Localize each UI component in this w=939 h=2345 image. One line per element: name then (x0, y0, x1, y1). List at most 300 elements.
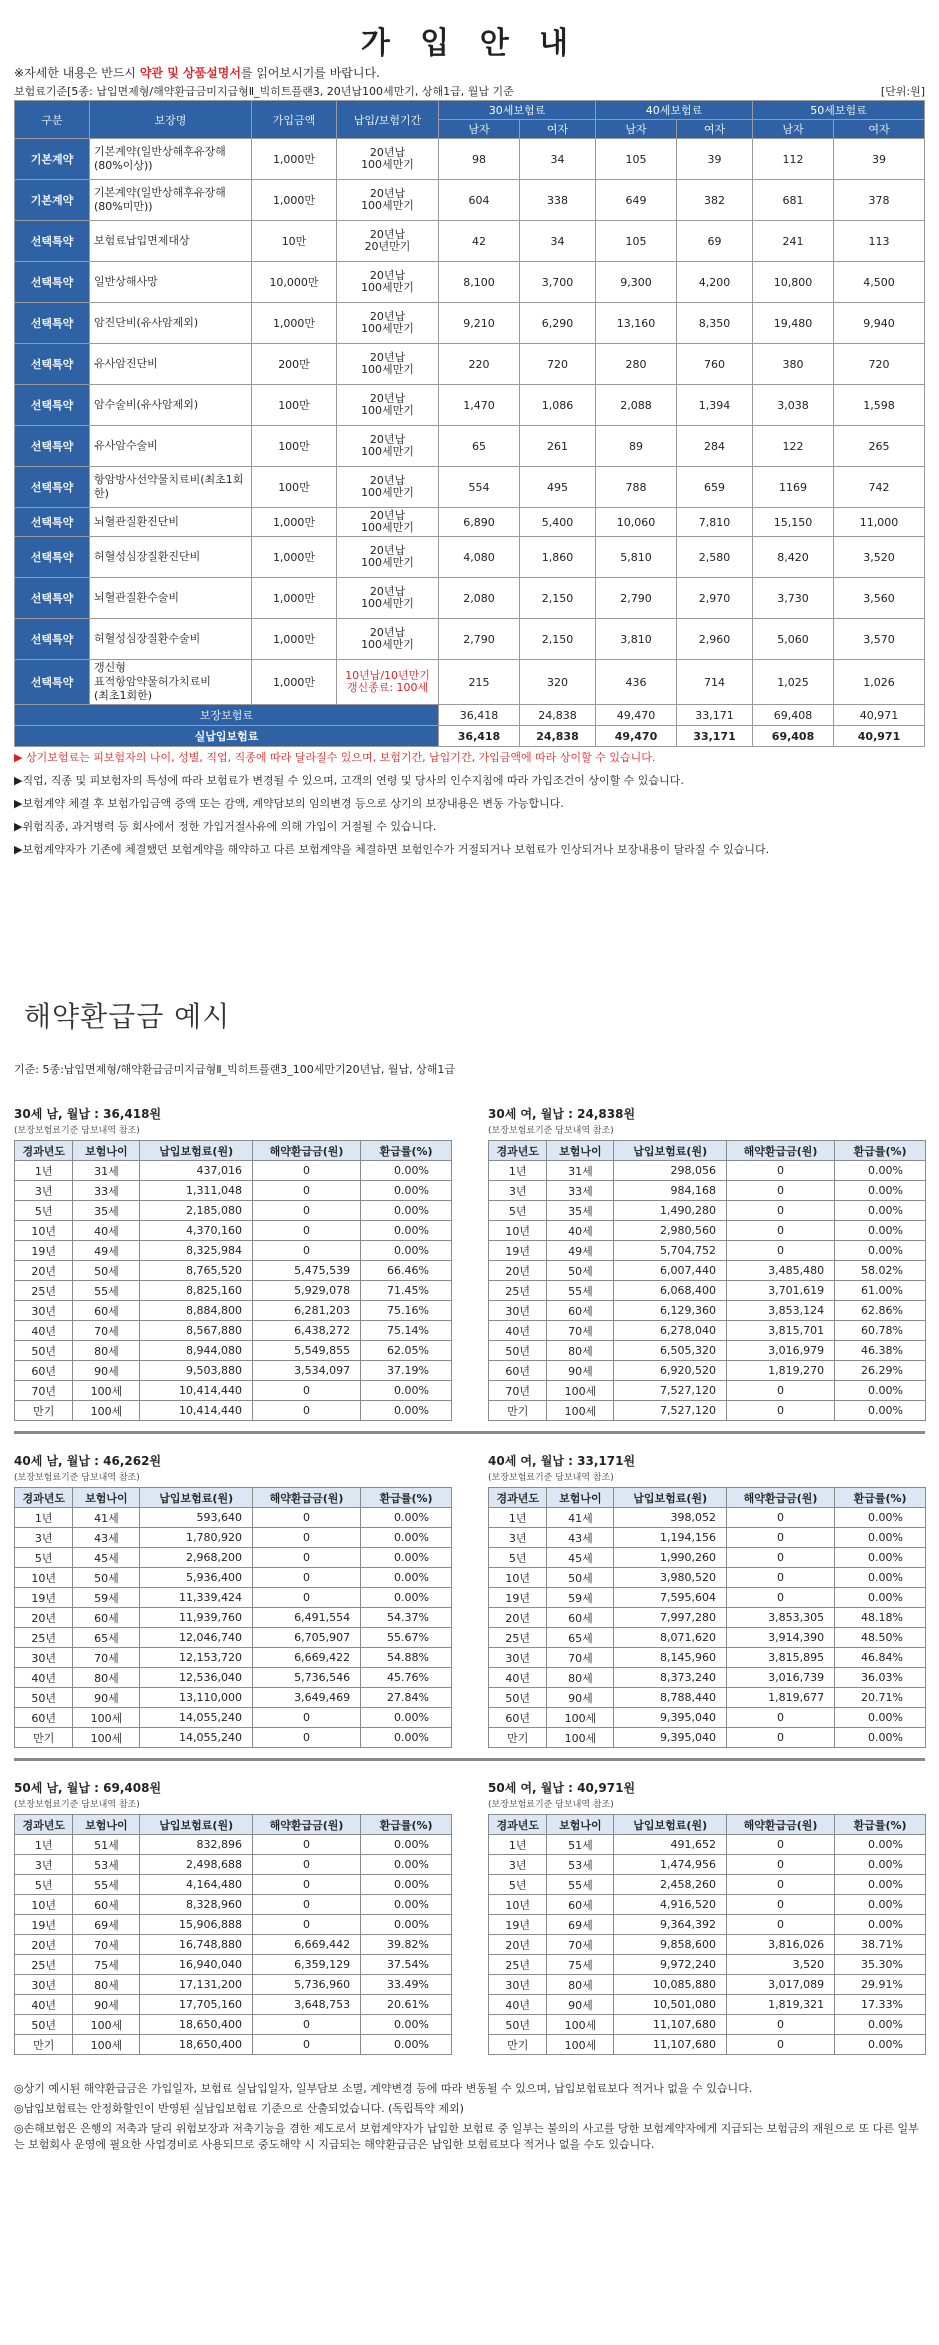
refund-age: 60세 (547, 1608, 614, 1628)
refund-year: 60년 (489, 1708, 547, 1728)
refund-rate: 0.00% (835, 1708, 926, 1728)
refund-table-row (489, 1241, 926, 1261)
refund-table-row (15, 1361, 452, 1381)
refund-column-header: 환급률(%) (835, 1815, 926, 1835)
refund-paid: 437,016 (140, 1161, 252, 1181)
refund-paid: 4,370,160 (140, 1221, 252, 1241)
refund-rate: 45.76% (361, 1668, 452, 1688)
refund-rate: 0.00% (361, 1568, 452, 1588)
term-cell: 20년납 100세만기 (337, 303, 439, 344)
refund-year: 만기 (15, 1401, 73, 1421)
refund-year: 25년 (489, 1955, 547, 1975)
premium-cell: 2,580 (677, 537, 753, 578)
refund-paid: 12,153,720 (140, 1648, 252, 1668)
refund-table-row (489, 1281, 926, 1301)
refund-paid: 8,328,960 (140, 1895, 252, 1915)
premium-row (15, 180, 925, 221)
coverage-name: 기본계약(일반상해후유장해(80%미만)) (90, 180, 252, 221)
refund-table (488, 1140, 926, 1421)
refund-year: 만기 (489, 2035, 547, 2055)
refund-amount: 0 (252, 1548, 360, 1568)
amount-cell: 1,000만 (252, 508, 337, 537)
refund-column-header: 환급률(%) (361, 1141, 452, 1161)
refund-rate: 62.05% (361, 1341, 452, 1361)
premium-cell: 1,860 (520, 537, 596, 578)
refund-amount: 0 (252, 1401, 360, 1421)
refund-table-row (15, 1201, 452, 1221)
coverage-name: 유사암진단비 (90, 344, 252, 385)
refund-rate: 37.54% (361, 1955, 452, 1975)
refund-column-header: 경과년도 (15, 1488, 73, 1508)
refund-table-row (15, 1588, 452, 1608)
refund-paid: 12,536,040 (140, 1668, 252, 1688)
coverage-name: 암진단비(유사암제외) (90, 303, 252, 344)
premium-cell: 4,080 (439, 537, 520, 578)
refund-age: 100세 (73, 1728, 140, 1748)
refund-table-row (489, 1588, 926, 1608)
premium-cell: 380 (753, 344, 834, 385)
refund-year: 40년 (15, 1321, 73, 1341)
refund-column-header: 해약환급금(원) (252, 1141, 360, 1161)
refund-block (14, 1105, 452, 1421)
refund-age: 55세 (73, 1281, 140, 1301)
refund-column-header: 납입보험료(원) (140, 1815, 252, 1835)
refund-year: 19년 (489, 1915, 547, 1935)
refund-age: 60세 (73, 1608, 140, 1628)
refund-amount: 5,549,855 (252, 1341, 360, 1361)
refund-paid: 16,748,880 (140, 1935, 252, 1955)
refund-amount: 6,669,422 (252, 1648, 360, 1668)
refund-amount: 3,520 (726, 1955, 834, 1975)
refund-amount: 0 (252, 1201, 360, 1221)
premium-cell: 554 (439, 467, 520, 508)
refund-rate: 0.00% (835, 2035, 926, 2055)
premium-cell: 34 (520, 139, 596, 180)
refund-age: 70세 (547, 1321, 614, 1341)
refund-age: 40세 (73, 1221, 140, 1241)
premium-cell: 1,025 (753, 660, 834, 705)
refund-amount: 0 (726, 1915, 834, 1935)
refund-block-note: (보장보험료기준 담보내역 참조) (14, 1800, 140, 1810)
premium-cell: 436 (596, 660, 677, 705)
refund-year: 30년 (15, 1975, 73, 1995)
refund-age: 60세 (547, 1301, 614, 1321)
refund-rate: 0.00% (361, 1588, 452, 1608)
refund-rate: 48.50% (835, 1628, 926, 1648)
refund-year: 3년 (15, 1181, 73, 1201)
premium-cell: 378 (834, 180, 925, 221)
refund-year: 1년 (15, 1161, 73, 1181)
premium-cell: 2,790 (596, 578, 677, 619)
refund-block (488, 1779, 926, 2055)
refund-rate: 0.00% (361, 2015, 452, 2035)
coverage-name: 허혈성심장질환진단비 (90, 537, 252, 578)
amount-cell: 1,000만 (252, 139, 337, 180)
refund-paid: 16,940,040 (140, 1955, 252, 1975)
refund-table (488, 1814, 926, 2055)
refund-table-row (489, 1381, 926, 1401)
note-line: ▶위험직종, 과거병력 등 회사에서 정한 가입거절사유에 의해 가입이 거절될 수 있습니다. (14, 820, 437, 833)
refund-rate: 0.00% (835, 1381, 926, 1401)
refund-block-title: 40세 남, 월납 : 46,262원 (14, 1454, 162, 1468)
refund-year: 70년 (15, 1381, 73, 1401)
refund-rate: 27.84% (361, 1688, 452, 1708)
refund-column-header: 납입보험료(원) (140, 1141, 252, 1161)
refund-rate: 0.00% (835, 1588, 926, 1608)
coverage-name: 기본계약(일반상해후유장해(80%이상)) (90, 139, 252, 180)
refund-paid: 1,474,956 (614, 1855, 726, 1875)
refund-table-body (489, 1161, 926, 1421)
category-cell: 선택특약 (15, 385, 90, 426)
refund-year: 1년 (15, 1835, 73, 1855)
refund-age: 90세 (547, 1688, 614, 1708)
refund-table-row (489, 2035, 926, 2055)
premium-basis: 보험료기준[5종: 납입면제형/해약환급금미지급형Ⅱ_빅히트플랜3, 20년납100세만기, 상해1급, 월납 기준 (14, 85, 514, 98)
refund-rate: 46.84% (835, 1648, 926, 1668)
refund-amount: 0 (252, 1708, 360, 1728)
refund-rate: 0.00% (835, 1875, 926, 1895)
premium-row (15, 467, 925, 508)
coverage-name: 허혈성심장질환수술비 (90, 619, 252, 660)
refund-age: 75세 (73, 1955, 140, 1975)
refund-age: 69세 (73, 1915, 140, 1935)
refund-paid: 298,056 (614, 1161, 726, 1181)
refund-year: 20년 (489, 1935, 547, 1955)
refund-paid: 8,765,520 (140, 1261, 252, 1281)
refund-age: 35세 (73, 1201, 140, 1221)
refund-age: 59세 (73, 1588, 140, 1608)
refund-rate: 0.00% (361, 1221, 452, 1241)
page-title: 가 입 안 내 (360, 26, 579, 61)
refund-rate: 0.00% (835, 1568, 926, 1588)
premium-cell: 98 (439, 139, 520, 180)
refund-amount: 0 (252, 1528, 360, 1548)
refund-amount: 0 (726, 1221, 834, 1241)
refund-table-row (15, 1688, 452, 1708)
refund-amount: 0 (726, 1728, 834, 1748)
refund-column-header: 보험나이 (73, 1488, 140, 1508)
refund-block-title: 50세 여, 월납 : 40,971원 (488, 1781, 636, 1795)
refund-paid: 6,505,320 (614, 1341, 726, 1361)
refund-year: 10년 (15, 1221, 73, 1241)
refund-amount: 6,491,554 (252, 1608, 360, 1628)
premium-cell: 8,100 (439, 262, 520, 303)
refund-paid: 10,501,080 (614, 1995, 726, 2015)
premium-cell: 34 (520, 221, 596, 262)
coverage-name: 항암방사선약물치료비(최초1회한) (90, 467, 252, 508)
refund-table-row (15, 1261, 452, 1281)
refund-table-head (15, 1141, 452, 1161)
refund-column-header: 경과년도 (15, 1815, 73, 1835)
refund-rate: 29.91% (835, 1975, 926, 1995)
refund-amount: 3,816,026 (726, 1935, 834, 1955)
refund-rate: 0.00% (835, 1915, 926, 1935)
premium-cell: 659 (677, 467, 753, 508)
header-male: 남자 (596, 120, 677, 139)
refund-paid: 2,185,080 (140, 1201, 252, 1221)
refund-column-header: 환급률(%) (361, 1815, 452, 1835)
refund-table-row (489, 1401, 926, 1421)
refund-paid: 2,498,688 (140, 1855, 252, 1875)
refund-paid: 8,944,080 (140, 1341, 252, 1361)
refund-amount: 0 (252, 1875, 360, 1895)
premium-cell: 122 (753, 426, 834, 467)
refund-rate: 0.00% (361, 1528, 452, 1548)
term-cell: 20년납 100세만기 (337, 426, 439, 467)
refund-paid: 11,939,760 (140, 1608, 252, 1628)
notes (14, 749, 925, 857)
refund-table-row (15, 1568, 452, 1588)
premium-cell: 39 (834, 139, 925, 180)
coverage-name: 유사암수술비 (90, 426, 252, 467)
refund-amount: 0 (252, 1568, 360, 1588)
refund-block-title: 30세 여, 월납 : 24,838원 (488, 1107, 636, 1121)
refund-year: 3년 (489, 1528, 547, 1548)
refund-rate: 0.00% (361, 1201, 452, 1221)
refund-paid: 984,168 (614, 1181, 726, 1201)
category-cell: 선택특약 (15, 619, 90, 660)
refund-amount: 0 (252, 1915, 360, 1935)
refund-rate: 0.00% (835, 1835, 926, 1855)
sum-cell: 36,418 (439, 705, 520, 726)
refund-year: 60년 (15, 1708, 73, 1728)
paid-cell: 36,418 (439, 726, 520, 747)
refund-paid: 5,704,752 (614, 1241, 726, 1261)
refund-age: 33세 (73, 1181, 140, 1201)
refund-age: 35세 (547, 1201, 614, 1221)
premium-cell: 265 (834, 426, 925, 467)
header-age50: 50세보험료 (753, 101, 925, 120)
premium-cell: 2,150 (520, 578, 596, 619)
refund-age: 100세 (547, 2035, 614, 2055)
refund-paid: 2,458,260 (614, 1875, 726, 1895)
refund-table-row (489, 1321, 926, 1341)
refund-age: 43세 (547, 1528, 614, 1548)
premium-cell: 604 (439, 180, 520, 221)
refund-age: 51세 (73, 1835, 140, 1855)
refund-table-row (489, 1161, 926, 1181)
refund-amount: 0 (726, 1161, 834, 1181)
refund-rate: 26.29% (835, 1361, 926, 1381)
term-cell: 20년납 20년만기 (337, 221, 439, 262)
refund-amount: 0 (252, 1161, 360, 1181)
premium-cell: 382 (677, 180, 753, 221)
sum-row (15, 705, 925, 726)
refund-table-row (15, 1341, 452, 1361)
refund-table-row (489, 1548, 926, 1568)
refund-amount: 0 (252, 1181, 360, 1201)
term-cell: 20년납 100세만기 (337, 262, 439, 303)
refund-table-row (15, 1648, 452, 1668)
refund-amount: 0 (252, 1508, 360, 1528)
premium-cell: 1,470 (439, 385, 520, 426)
refund-table-row (15, 1508, 452, 1528)
refund-paid: 10,414,440 (140, 1401, 252, 1421)
refund-age: 45세 (547, 1548, 614, 1568)
premium-cell: 8,350 (677, 303, 753, 344)
refund-rate: 0.00% (835, 1181, 926, 1201)
refund-column-header: 환급률(%) (835, 1488, 926, 1508)
category-cell: 선택특약 (15, 262, 90, 303)
refund-year: 1년 (489, 1835, 547, 1855)
header-male: 남자 (439, 120, 520, 139)
premium-cell: 6,290 (520, 303, 596, 344)
paid-label: 실납입보험료 (15, 726, 439, 747)
refund-paid: 9,364,392 (614, 1915, 726, 1935)
premium-cell: 105 (596, 139, 677, 180)
refund-year: 50년 (489, 2015, 547, 2035)
refund-column-header: 납입보험료(원) (614, 1815, 726, 1835)
refund-year: 만기 (489, 1728, 547, 1748)
refund-rate: 71.45% (361, 1281, 452, 1301)
refund-age: 100세 (547, 1708, 614, 1728)
refund-block (14, 1452, 452, 1748)
premium-cell: 69 (677, 221, 753, 262)
premium-cell: 2,960 (677, 619, 753, 660)
premium-cell: 338 (520, 180, 596, 221)
refund-table-head (489, 1488, 926, 1508)
refund-paid: 8,788,440 (614, 1688, 726, 1708)
refund-table (488, 1487, 926, 1748)
refund-table-row (489, 1688, 926, 1708)
premium-cell: 1,026 (834, 660, 925, 705)
refund-table-row (15, 1855, 452, 1875)
refund-paid: 11,107,680 (614, 2035, 726, 2055)
refund-amount: 6,438,272 (252, 1321, 360, 1341)
refund-table-body (15, 1835, 452, 2055)
premium-cell: 113 (834, 221, 925, 262)
header-coverage: 보장명 (90, 101, 252, 139)
refund-age: 80세 (73, 1975, 140, 1995)
refund-year: 30년 (489, 1975, 547, 1995)
refund-amount: 3,853,124 (726, 1301, 834, 1321)
note-line: ▶보험계약 체결 후 보험가입금액 증액 또는 감액, 계약담보의 임의변경 등으로 상기의 보장내용은 변동 가능합니다. (14, 797, 564, 810)
refund-block-note: (보장보험료기준 담보내역 참조) (488, 1126, 614, 1136)
refund-year: 10년 (15, 1895, 73, 1915)
refund-amount: 0 (252, 1241, 360, 1261)
refund-year: 20년 (489, 1261, 547, 1281)
refund-age: 70세 (73, 1648, 140, 1668)
premium-row (15, 619, 925, 660)
refund-rate: 61.00% (835, 1281, 926, 1301)
premium-cell: 2,970 (677, 578, 753, 619)
refund-age: 45세 (73, 1548, 140, 1568)
refund-paid: 9,395,040 (614, 1728, 726, 1748)
refund-paid: 8,884,800 (140, 1301, 252, 1321)
refund-rate: 0.00% (361, 1401, 452, 1421)
refund-paid: 9,858,600 (614, 1935, 726, 1955)
refund-table-row (489, 1528, 926, 1548)
refund-table (14, 1140, 452, 1421)
refund-amount: 0 (252, 1855, 360, 1875)
refund-table-row (489, 1668, 926, 1688)
refund-block (488, 1105, 926, 1421)
refund-table-row (15, 1281, 452, 1301)
amount-cell: 100만 (252, 467, 337, 508)
premium-cell: 261 (520, 426, 596, 467)
refund-paid: 14,055,240 (140, 1708, 252, 1728)
refund-table-row (15, 1548, 452, 1568)
paid-cell: 49,470 (596, 726, 677, 747)
premium-cell: 681 (753, 180, 834, 221)
refund-age: 60세 (73, 1895, 140, 1915)
refund-year: 5년 (15, 1875, 73, 1895)
refund-amount: 3,815,895 (726, 1648, 834, 1668)
refund-year: 20년 (15, 1261, 73, 1281)
refund-amount: 6,705,907 (252, 1628, 360, 1648)
refund-amount: 5,475,539 (252, 1261, 360, 1281)
refund-amount: 0 (252, 1728, 360, 1748)
refund-paid: 10,085,880 (614, 1975, 726, 1995)
refund-row-group (14, 1779, 925, 2055)
premium-cell: 720 (834, 344, 925, 385)
refund-paid: 1,311,048 (140, 1181, 252, 1201)
refund-year: 20년 (15, 1608, 73, 1628)
premium-cell: 9,300 (596, 262, 677, 303)
premium-row (15, 426, 925, 467)
refund-age: 100세 (547, 2015, 614, 2035)
refund-table-row (15, 1995, 452, 2015)
refund-paid: 7,527,120 (614, 1381, 726, 1401)
refund-rate: 48.18% (835, 1608, 926, 1628)
section-divider (14, 1431, 925, 1434)
refund-year: 60년 (15, 1361, 73, 1381)
refund-tables (14, 1105, 925, 2055)
refund-header-row (15, 1815, 452, 1835)
refund-rate: 35.30% (835, 1955, 926, 1975)
refund-table-row (489, 1181, 926, 1201)
refund-amount: 0 (726, 1708, 834, 1728)
refund-amount: 0 (726, 2015, 834, 2035)
header-category: 구분 (15, 101, 90, 139)
coverage-name: 보험료납입면제대상 (90, 221, 252, 262)
refund-column-header: 보험나이 (547, 1488, 614, 1508)
refund-age: 70세 (73, 1321, 140, 1341)
refund-paid: 8,373,240 (614, 1668, 726, 1688)
premium-cell: 2,790 (439, 619, 520, 660)
premium-cell: 215 (439, 660, 520, 705)
refund-paid: 10,414,440 (140, 1381, 252, 1401)
footer-note: ◎상기 예시된 해약환급금은 가입일자, 보험료 실납입일자, 일부담보 소멸, 계약변경 등에 따라 변동될 수 있으며, 납입보험료보다 적거나 없을 수 있습니다. (14, 2082, 753, 2095)
refund-table-row (15, 1528, 452, 1548)
refund-paid: 398,052 (614, 1508, 726, 1528)
refund-amount: 3,815,701 (726, 1321, 834, 1341)
refund-year: 1년 (15, 1508, 73, 1528)
refund-table-row (489, 1508, 926, 1528)
refund-paid: 8,145,960 (614, 1648, 726, 1668)
refund-rate: 20.71% (835, 1688, 926, 1708)
refund-table-row (15, 1835, 452, 1855)
amount-cell: 1,000만 (252, 619, 337, 660)
refund-amount: 0 (252, 1835, 360, 1855)
refund-paid: 4,916,520 (614, 1895, 726, 1915)
refund-table-row (15, 1915, 452, 1935)
refund-header-row (489, 1815, 926, 1835)
refund-footer-notes (14, 2081, 925, 2153)
refund-age: 31세 (547, 1161, 614, 1181)
premium-cell: 742 (834, 467, 925, 508)
refund-amount: 0 (252, 1895, 360, 1915)
refund-table-row (15, 1221, 452, 1241)
refund-rate: 0.00% (835, 1401, 926, 1421)
refund-paid: 9,503,880 (140, 1361, 252, 1381)
term-cell: 20년납 100세만기 (337, 508, 439, 537)
refund-table-row (489, 1995, 926, 2015)
refund-table-head (15, 1815, 452, 1835)
refund-age: 100세 (547, 1381, 614, 1401)
refund-age: 80세 (547, 1668, 614, 1688)
premium-cell: 6,890 (439, 508, 520, 537)
